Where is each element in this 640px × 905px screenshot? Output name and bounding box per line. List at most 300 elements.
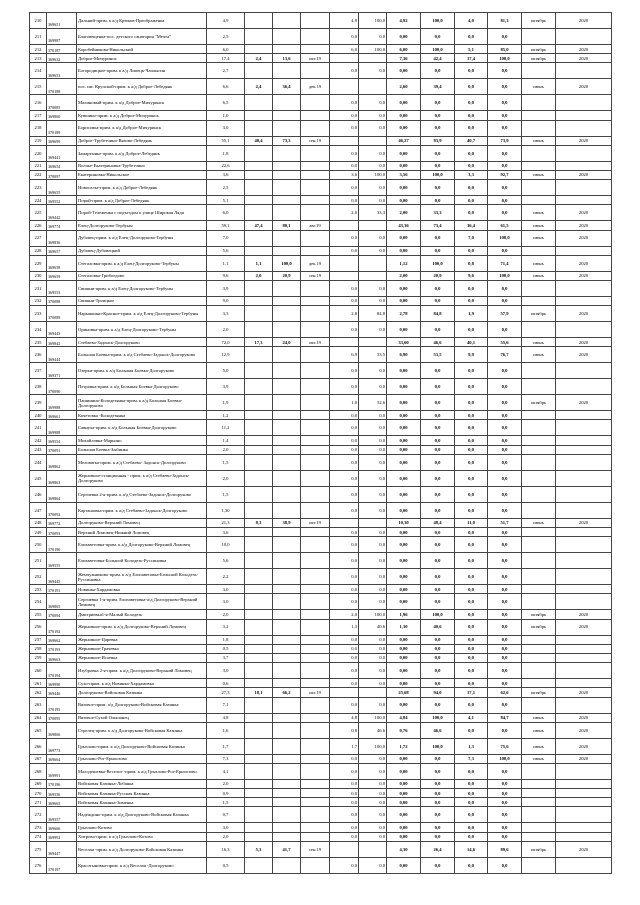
fact-pct-cell: 89,6 — [488, 841, 522, 857]
road-name-cell: Малодешевка-Веселое -прим. к а/д Грызлово-Рог-Ерноозово — [77, 763, 207, 779]
repaired-pct-cell — [273, 95, 301, 111]
year-cell — [556, 779, 612, 788]
done-km-cell: 7,36 — [387, 54, 421, 63]
repaired-km-cell — [245, 653, 273, 662]
road-name-cell: Долгоруково-Верхний Ломовец — [77, 518, 207, 527]
road-name-cell: Богородицкое-прим. к а/д Липецк-Чаплыгин — [77, 63, 207, 79]
year-cell: 2020 — [556, 395, 612, 411]
row-number-cell: 252 — [30, 569, 47, 585]
year-cell: 2020 — [556, 722, 612, 738]
road-id-cell: 369773 — [47, 738, 77, 754]
table-row — [30, 537, 612, 553]
month-cell: июнь — [522, 255, 556, 271]
row-number-cell: 274 — [30, 832, 47, 841]
fact-pct-cell: 0,0 — [488, 196, 522, 205]
planned-km-cell: 0,0 — [330, 789, 359, 798]
month-cell: июнь — [522, 738, 556, 754]
repair-date-cell — [301, 798, 330, 807]
done-km-cell: 25,68 — [387, 688, 421, 697]
month-cell — [522, 445, 556, 454]
done-pct-cell: 48,4 — [421, 518, 455, 527]
done-pct-cell: 33,3 — [421, 205, 455, 221]
road-name-cell: Сухо-прим. к а/д Новинка-Хардамовка — [77, 679, 207, 688]
planned-km-cell: 0,0 — [330, 679, 359, 688]
table-row — [30, 63, 612, 79]
month-cell — [522, 644, 556, 653]
road-name-cell: Дальний-прим. к а/д Крюков-Преображенка — [77, 13, 207, 29]
row-number-cell: 218 — [30, 120, 47, 136]
planned-pct-cell: 0,0 — [359, 63, 387, 79]
row-number-cell: 249 — [30, 528, 47, 537]
done-pct-cell: 0,0 — [421, 537, 455, 553]
planned-km-cell: 0,0 — [330, 411, 359, 420]
fact-pct-cell: 0,0 — [488, 553, 522, 569]
fact-km-cell: 1,9 — [455, 306, 488, 322]
planned-pct-cell: 40,6 — [359, 619, 387, 635]
repaired-km-cell — [245, 486, 273, 502]
repair-date-cell — [301, 553, 330, 569]
repair-date-cell — [301, 161, 330, 170]
road-name-cell: Жерновное-Царевка — [77, 635, 207, 644]
road-id-cell: 369555 — [47, 553, 77, 569]
planned-km-cell: 6,0 — [330, 45, 359, 54]
repaired-pct-cell: 38,9 — [273, 518, 301, 527]
repaired-pct-cell: 66,2 — [273, 688, 301, 697]
month-cell: июнь — [522, 338, 556, 347]
repaired-km-cell — [245, 697, 273, 713]
done-pct-cell: 0,0 — [421, 553, 455, 569]
road-id-cell: 369992 — [47, 832, 77, 841]
road-id-cell: 369988 — [47, 420, 77, 436]
road-id-cell: 370192 — [47, 619, 77, 635]
fact-pct-cell: 75,6 — [488, 738, 522, 754]
road-id-cell: 369991 — [47, 763, 77, 779]
fact-km-cell: 0,0 — [455, 63, 488, 79]
month-cell — [522, 63, 556, 79]
done-pct-cell: 0,0 — [421, 29, 455, 45]
fact-km-cell: 0,0 — [455, 553, 488, 569]
month-cell — [522, 296, 556, 305]
repaired-km-cell — [245, 553, 273, 569]
fact-pct-cell: 0,0 — [488, 569, 522, 585]
done-km-cell: 0,00 — [387, 502, 421, 518]
planned-km-cell: 0,0 — [330, 653, 359, 662]
row-number-cell: 229 — [30, 255, 47, 271]
fact-km-cell: 0,0 — [455, 763, 488, 779]
planned-km-cell: 4,9 — [330, 13, 359, 29]
fact-km-cell: 0,0 — [455, 322, 488, 338]
road-name-cell: Свишни-Троицкое — [77, 296, 207, 305]
row-number-cell: 226 — [30, 221, 47, 230]
month-cell: октябрь — [522, 688, 556, 697]
repair-date-cell — [301, 363, 330, 379]
repaired-km-cell — [245, 296, 273, 305]
length-km-cell: 1,8 — [207, 145, 245, 161]
road-name-cell: Стебаево-Задонск-Долгоруково — [77, 338, 207, 347]
repair-date-cell — [301, 585, 330, 594]
done-pct-cell: 0,0 — [421, 779, 455, 788]
table-row — [30, 688, 612, 697]
repaired-km-cell — [245, 823, 273, 832]
table-row — [30, 280, 612, 296]
length-km-cell: 4,9 — [207, 13, 245, 29]
repair-date-cell — [301, 823, 330, 832]
row-number-cell: 256 — [30, 619, 47, 635]
fact-km-cell: 0,0 — [455, 145, 488, 161]
done-pct-cell: 0,0 — [421, 395, 455, 411]
repaired-km-cell — [245, 663, 273, 679]
length-km-cell: 1,30 — [207, 502, 245, 518]
fact-km-cell: 0,0 — [455, 95, 488, 111]
row-number-cell: 240 — [30, 411, 47, 420]
month-cell — [522, 807, 556, 823]
planned-km-cell: 0,0 — [330, 754, 359, 763]
repaired-pct-cell — [273, 411, 301, 420]
fact-pct-cell: 0,0 — [488, 763, 522, 779]
done-km-cell: 0,00 — [387, 95, 421, 111]
year-cell: 2020 — [556, 170, 612, 179]
planned-km-cell: 4,8 — [330, 713, 359, 722]
table-row — [30, 644, 612, 653]
road-name-cell: Елец-Долгоруково-Тербуны — [77, 221, 207, 230]
row-number-cell: 253 — [30, 585, 47, 594]
done-km-cell: 2,78 — [387, 306, 421, 322]
fact-pct-cell: 0,0 — [488, 486, 522, 502]
repaired-pct-cell — [273, 823, 301, 832]
planned-pct-cell: 0,0 — [359, 663, 387, 679]
planned-km-cell — [330, 79, 359, 95]
done-km-cell: 0,00 — [387, 120, 421, 136]
year-cell: 2020 — [556, 688, 612, 697]
planned-pct-cell: 33,3 — [359, 205, 387, 221]
repair-date-cell — [301, 470, 330, 486]
done-km-cell: 0,00 — [387, 246, 421, 255]
month-cell: июнь — [522, 347, 556, 363]
done-km-cell: 0,00 — [387, 420, 421, 436]
done-km-cell: 0,00 — [387, 395, 421, 411]
year-cell — [556, 763, 612, 779]
road-name-cell: Стрелец-прим. к а/д Долгоруково-Войсковая Казинка — [77, 722, 207, 738]
row-number-cell: 230 — [30, 271, 47, 280]
road-id-cell: 370190 — [47, 537, 77, 553]
done-pct-cell: 0,0 — [421, 763, 455, 779]
done-km-cell: 0,76 — [387, 722, 421, 738]
month-cell — [522, 789, 556, 798]
road-id-cell: 370093 — [47, 528, 77, 537]
road-id-cell: 370095 — [47, 713, 77, 722]
planned-pct-cell — [359, 79, 387, 95]
fact-pct-cell: 0,0 — [488, 832, 522, 841]
road-id-cell: 369651 — [47, 13, 77, 29]
table-row — [30, 789, 612, 798]
road-name-cell: Сергиевка 1-я-прим. Елизаветовка-а/д Долгоруково-Верхний Ломовец — [77, 594, 207, 610]
road-name-cell: Дубовец-Дубовецкий — [77, 246, 207, 255]
year-cell: 2020 — [556, 230, 612, 246]
done-pct-cell: 100,0 — [421, 13, 455, 29]
done-pct-cell: 0,0 — [421, 411, 455, 420]
repaired-km-cell — [245, 713, 273, 722]
planned-km-cell: 0,0 — [330, 635, 359, 644]
road-name-cell: Екатериновка-Никольское — [77, 170, 207, 179]
planned-km-cell — [330, 54, 359, 63]
fact-km-cell: 0,0 — [455, 610, 488, 619]
repaired-km-cell — [245, 145, 273, 161]
repaired-pct-cell — [273, 763, 301, 779]
length-km-cell: 3,0 — [207, 663, 245, 679]
row-number-cell: 273 — [30, 823, 47, 832]
planned-pct-cell: 52,6 — [359, 395, 387, 411]
table-row — [30, 29, 612, 45]
done-km-cell: 0,00 — [387, 445, 421, 454]
planned-pct-cell: 0,0 — [359, 569, 387, 585]
fact-km-cell: 0,0 — [455, 280, 488, 296]
planned-km-cell: 0,0 — [330, 63, 359, 79]
length-km-cell: 2,7 — [207, 63, 245, 79]
road-id-cell: 370188 — [47, 79, 77, 95]
year-cell — [556, 644, 612, 653]
fact-km-cell: 0,0 — [455, 379, 488, 395]
road-name-cell: Порой-прим. к а/д Доброе-Лебедянь — [77, 196, 207, 205]
month-cell — [522, 111, 556, 120]
table-row — [30, 663, 612, 679]
repaired-km-cell: 17,3 — [245, 338, 273, 347]
road-id-cell: 370195 — [47, 697, 77, 713]
road-id-cell: 369554 — [47, 436, 77, 445]
row-number-cell: 257 — [30, 635, 47, 644]
month-cell — [522, 280, 556, 296]
done-pct-cell: 0,0 — [421, 63, 455, 79]
planned-km-cell — [330, 136, 359, 145]
row-number-cell: 227 — [30, 230, 47, 246]
done-km-cell: 43,36 — [387, 221, 421, 230]
fact-pct-cell: 0,0 — [488, 205, 522, 221]
done-pct-cell: 0,0 — [421, 502, 455, 518]
fact-pct-cell: 0,0 — [488, 722, 522, 738]
month-cell — [522, 832, 556, 841]
row-number-cell: 234 — [30, 322, 47, 338]
planned-km-cell: 0,0 — [330, 296, 359, 305]
length-km-cell: 27,3 — [207, 688, 245, 697]
fact-pct-cell: 92,7 — [488, 170, 522, 179]
month-cell: июнь — [522, 221, 556, 230]
done-pct-cell: 100,0 — [421, 610, 455, 619]
repair-date-cell — [301, 763, 330, 779]
road-id-cell: 369657 — [47, 246, 77, 255]
planned-km-cell: 0,0 — [330, 111, 359, 120]
planned-pct-cell: 0,0 — [359, 679, 387, 688]
repair-date-cell: окт.19 — [301, 688, 330, 697]
planned-pct-cell: 0,0 — [359, 697, 387, 713]
row-number-cell: 239 — [30, 395, 47, 411]
done-km-cell: 0,00 — [387, 807, 421, 823]
length-km-cell: 7,1 — [207, 697, 245, 713]
planned-pct-cell: 46,6 — [359, 722, 387, 738]
done-pct-cell: 0,0 — [421, 363, 455, 379]
fact-km-cell: 0,0 — [455, 420, 488, 436]
length-km-cell: 21,3 — [207, 518, 245, 527]
year-cell: 2020 — [556, 610, 612, 619]
done-km-cell: 0,00 — [387, 697, 421, 713]
month-cell — [522, 196, 556, 205]
done-pct-cell: 42,4 — [421, 54, 455, 63]
year-cell: 2020 — [556, 255, 612, 271]
done-pct-cell: 26,4 — [421, 841, 455, 857]
done-km-cell: 0,00 — [387, 280, 421, 296]
fact-pct-cell: 0,0 — [488, 322, 522, 338]
table-row — [30, 798, 612, 807]
fact-pct-cell: 57,9 — [488, 306, 522, 322]
fact-km-cell: 7,0 — [455, 230, 488, 246]
year-cell — [556, 807, 612, 823]
planned-pct-cell — [359, 518, 387, 527]
road-name-cell: Грызлово-Котово — [77, 823, 207, 832]
planned-pct-cell: 0,0 — [359, 502, 387, 518]
road-name-cell: Сергиевка 2-я-прим. к а/д Стебаево-Задонск-Долгоруково — [77, 486, 207, 502]
done-km-cell: 0,00 — [387, 679, 421, 688]
done-pct-cell: 100,0 — [421, 45, 455, 54]
road-name-cell: Озерки-прим. к а/д Большая Боевка-Долгоруково — [77, 363, 207, 379]
repaired-pct-cell — [273, 653, 301, 662]
table-row — [30, 635, 612, 644]
repair-date-cell: сен.19 — [301, 841, 330, 857]
done-pct-cell: 83,9 — [421, 136, 455, 145]
repair-date-cell — [301, 857, 330, 873]
done-pct-cell: 0,0 — [421, 470, 455, 486]
table-row — [30, 255, 612, 271]
month-cell — [522, 29, 556, 45]
repaired-km-cell — [245, 528, 273, 537]
planned-km-cell — [330, 271, 359, 280]
length-km-cell: 3,0 — [207, 594, 245, 610]
length-km-cell: 2,0 — [207, 832, 245, 841]
table-row — [30, 697, 612, 713]
length-km-cell: 3,9 — [207, 379, 245, 395]
road-id-cell: 369665 — [47, 798, 77, 807]
fact-km-cell: 17,4 — [455, 54, 488, 63]
planned-pct-cell — [359, 271, 387, 280]
repaired-km-cell — [245, 420, 273, 436]
month-cell — [522, 663, 556, 679]
road-name-cell: Жемчужниково-прим. к а/д Елизаветовка-Большой Колодезь- Руссиновка — [77, 569, 207, 585]
row-number-cell: 261 — [30, 679, 47, 688]
length-km-cell: 22,6 — [207, 161, 245, 170]
repaired-km-cell — [245, 445, 273, 454]
fact-km-cell: 9,9 — [455, 347, 488, 363]
length-km-cell: 1,1 — [207, 255, 245, 271]
row-number-cell: 220 — [30, 145, 47, 161]
fact-km-cell: 0,8 — [455, 255, 488, 271]
planned-pct-cell: 0,0 — [359, 436, 387, 445]
month-cell — [522, 145, 556, 161]
month-cell: июнь — [522, 271, 556, 280]
repaired-pct-cell — [273, 454, 301, 470]
road-id-cell: 370085 — [47, 95, 77, 111]
fact-km-cell: 0,0 — [455, 569, 488, 585]
repaired-km-cell — [245, 322, 273, 338]
table-row — [30, 722, 612, 738]
road-name-cell: Надеждино-прим. к а/д Долгоруково-Войсковая Казинка — [77, 807, 207, 823]
repaired-km-cell: 1,1 — [245, 255, 273, 271]
table-row — [30, 13, 612, 29]
table-row — [30, 445, 612, 454]
road-name-cell: Благовещенка-пос. детского санатория "Мечта" — [77, 29, 207, 45]
done-pct-cell: 100,0 — [421, 170, 455, 179]
repaired-pct-cell — [273, 486, 301, 502]
road-id-cell: 370097 — [47, 170, 77, 179]
month-cell — [522, 120, 556, 136]
length-km-cell: 3,7 — [207, 653, 245, 662]
planned-pct-cell: 0,0 — [359, 537, 387, 553]
planned-pct-cell — [359, 54, 387, 63]
repaired-pct-cell — [273, 635, 301, 644]
repaired-km-cell — [245, 411, 273, 420]
road-id-cell: 369699 — [47, 136, 77, 145]
year-cell: 2020 — [556, 347, 612, 363]
road-name-cell: Красотыновка-прим. к а/д Веселая -Долгоруково — [77, 857, 207, 873]
fact-pct-cell: 0,0 — [488, 296, 522, 305]
year-cell — [556, 832, 612, 841]
planned-pct-cell: 0,0 — [359, 111, 387, 120]
repaired-km-cell — [245, 379, 273, 395]
month-cell: июнь — [522, 722, 556, 738]
repaired-pct-cell — [273, 379, 301, 395]
repaired-pct-cell — [273, 296, 301, 305]
road-name-cell: Новинка-Хардамовка — [77, 585, 207, 594]
repair-date-cell — [301, 807, 330, 823]
road-name-cell: Меловатка-прим. к а/д Стебаево- Задонск-Долгоруково — [77, 454, 207, 470]
repaired-km-cell — [245, 306, 273, 322]
fact-pct-cell: 0,0 — [488, 246, 522, 255]
repair-date-cell — [301, 537, 330, 553]
length-km-cell: 1,5 — [207, 454, 245, 470]
done-km-cell: 0,00 — [387, 569, 421, 585]
repair-date-cell — [301, 120, 330, 136]
repaired-pct-cell: 73,3 — [273, 136, 301, 145]
planned-pct-cell: 100,0 — [359, 738, 387, 754]
year-cell — [556, 29, 612, 45]
repaired-pct-cell — [273, 13, 301, 29]
fact-km-cell: 7,3 — [455, 754, 488, 763]
fact-km-cell: 0,0 — [455, 111, 488, 120]
row-number-cell: 247 — [30, 502, 47, 518]
fact-pct-cell: 0,0 — [488, 180, 522, 196]
fact-pct-cell: 0,0 — [488, 857, 522, 873]
fact-km-cell: 17,1 — [455, 688, 488, 697]
road-name-cell: Волчье-Екатериновка-Трубетчино — [77, 161, 207, 170]
road-id-cell: 369441 — [47, 145, 77, 161]
road-name-cell: Новоселье-прим. к а/д Доброе-Лебедянь — [77, 180, 207, 196]
repair-date-cell — [301, 644, 330, 653]
planned-pct-cell: 0,0 — [359, 789, 387, 798]
road-id-cell: 369653 — [47, 63, 77, 79]
planned-km-cell: 1,3 — [330, 619, 359, 635]
planned-pct-cell: 84,8 — [359, 306, 387, 322]
fact-km-cell: 11,0 — [455, 518, 488, 527]
repaired-km-cell — [245, 45, 273, 54]
repaired-pct-cell — [273, 722, 301, 738]
month-cell: июнь — [522, 79, 556, 95]
table-row — [30, 161, 612, 170]
table-row — [30, 306, 612, 322]
planned-km-cell: 0,0 — [330, 528, 359, 537]
road-name-cell: Дмитриевка1-я-Малый Колодезь — [77, 610, 207, 619]
repair-date-cell — [301, 445, 330, 454]
repaired-pct-cell: 24,0 — [273, 338, 301, 347]
table-row — [30, 95, 612, 111]
road-id-cell: 369772 — [47, 518, 77, 527]
done-pct-cell: 0,0 — [421, 832, 455, 841]
fact-pct-cell: 0,0 — [488, 798, 522, 807]
